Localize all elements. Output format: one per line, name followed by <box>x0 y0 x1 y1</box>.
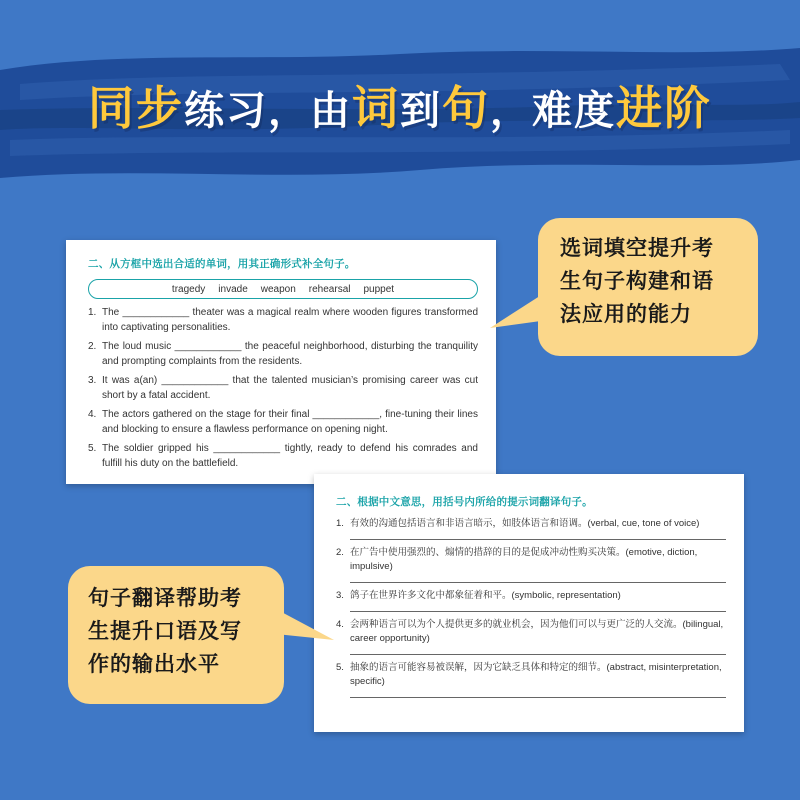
answer-line[interactable] <box>350 697 726 698</box>
question-number: 4. <box>88 409 97 420</box>
question-text: The actors gathered on the stage for their final ____________, fine-tuning their lines and blocking to ensure a flawless performance on opening night. <box>102 409 478 435</box>
headline-part: 句 <box>442 81 490 135</box>
hint-words: (symbolic, representation) <box>511 590 621 601</box>
item-number: 2. <box>336 547 344 558</box>
bubble-line: 生提升口语及写 <box>88 619 242 643</box>
bubble-line: 作的输出水平 <box>88 652 220 676</box>
question-text: The loud music ____________ the peaceful neighborhood, disturbing the tranquility and prompting complaints from the residents. <box>102 341 478 367</box>
word-box <box>88 279 478 299</box>
chinese-sentence: 会两种语言可以为个人提供更多的就业机会，因为他们可以与更广泛的人交流。 <box>350 619 683 630</box>
headline-part: 到 <box>400 88 442 134</box>
question-number: 5. <box>88 443 97 454</box>
hint-words: (bilingual, career opportunity) <box>350 619 724 644</box>
word-option: puppet <box>363 283 395 295</box>
item-number: 5. <box>336 662 344 673</box>
headline <box>0 72 800 138</box>
question-item <box>88 339 478 369</box>
question-number: 3. <box>88 375 97 386</box>
exercise-card-word-choice <box>66 240 496 484</box>
headline-part: 词 <box>352 81 400 135</box>
item-number: 4. <box>336 619 344 630</box>
hint-words: (verbal, cue, tone of voice) <box>587 518 700 529</box>
callout-bubble-word-choice <box>538 218 758 356</box>
answer-line[interactable] <box>350 654 726 655</box>
section-title: 二、根据中文意思，用括号内所给的提示词翻译句子。 <box>336 496 593 508</box>
headline-part: 同步 <box>88 81 184 135</box>
question-text: The soldier gripped his ____________ tightly, ready to defend his comrades and fulfill his duty on the battlefield. <box>102 443 478 469</box>
headline-part: 练习，由 <box>184 88 352 134</box>
question-item <box>88 441 478 471</box>
translation-item <box>336 661 726 698</box>
answer-line[interactable] <box>350 582 726 583</box>
translation-item <box>336 589 726 612</box>
bubble-line: 法应用的能力 <box>560 302 692 326</box>
bubble-line: 生句子构建和语 <box>560 269 714 293</box>
answer-line[interactable] <box>350 611 726 612</box>
item-number: 3. <box>336 590 344 601</box>
bubble-line: 选词填空提升考 <box>560 236 714 260</box>
word-option: weapon <box>260 283 296 295</box>
word-option: rehearsal <box>308 283 351 295</box>
question-item <box>88 407 478 437</box>
question-list <box>88 305 478 471</box>
exercise-card-translation <box>314 474 744 732</box>
question-item <box>88 305 478 335</box>
answer-line[interactable] <box>350 539 726 540</box>
callout-bubble-translation <box>68 566 284 704</box>
bubble-line: 句子翻译帮助考 <box>88 586 242 610</box>
question-text: It was a(an) ____________ that the talented musician’s promising career was cut short by a fatal accident. <box>102 375 478 401</box>
translation-item <box>336 618 726 655</box>
section-title: 二、从方框中选出合适的单词，用其正确形式补全句子。 <box>88 258 356 270</box>
hint-words: (abstract, misinterpretation, specific) <box>350 662 722 687</box>
translation-item <box>336 517 726 540</box>
hint-words: (emotive, diction, impulsive) <box>350 547 698 572</box>
question-number: 1. <box>88 307 97 318</box>
chinese-sentence: 在广告中使用强烈的、煽情的措辞的目的是促成冲动性购买决策。 <box>350 547 626 558</box>
headline-part: 进阶 <box>616 81 712 135</box>
question-number: 2. <box>88 341 97 352</box>
translation-item <box>336 546 726 583</box>
word-option: tragedy <box>171 283 206 295</box>
item-number: 1. <box>336 518 344 529</box>
chinese-sentence: 鸽子在世界许多文化中都象征着和平。 <box>350 590 512 601</box>
question-text: The ____________ theater was a magical realm where wooden figures transformed into captivating personalities. <box>102 307 478 333</box>
headline-part: ，难度 <box>490 88 616 134</box>
chinese-sentence: 有效的沟通包括语言和非语言暗示，如肢体语言和语调。 <box>350 518 588 529</box>
word-option: invade <box>218 283 248 295</box>
question-item <box>88 373 478 403</box>
chinese-sentence: 抽象的语言可能容易被误解，因为它缺乏具体和特定的细节。 <box>350 662 607 673</box>
